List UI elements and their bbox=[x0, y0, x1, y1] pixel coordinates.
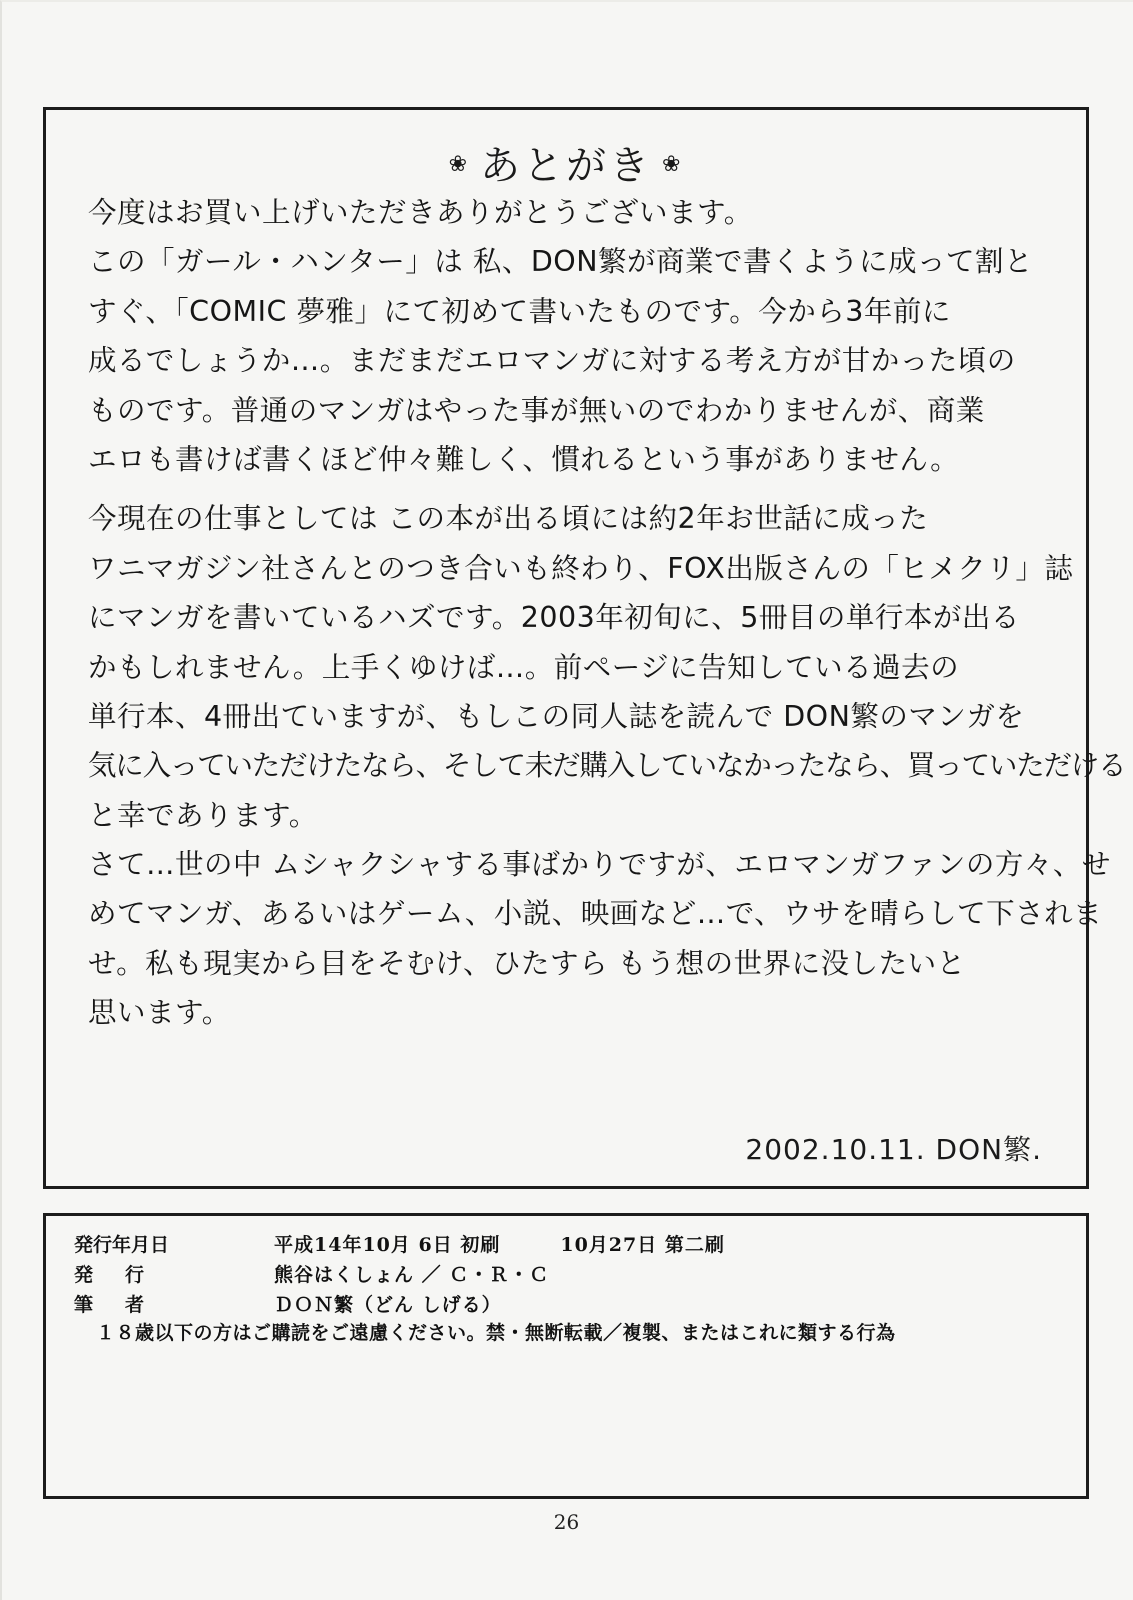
afterword-line: ものです。普通のマンガはやった事が無いのでわかりませんが、商業 bbox=[88, 393, 985, 427]
afterword-line: 成るでしょうか…。まだまだエロマンガに対する考え方が甘かった頃の bbox=[88, 344, 1016, 378]
afterword-line: かもしれません。上手くゆけば…。前ページに告知している過去の bbox=[88, 650, 960, 684]
afterword-title-text: あとがき bbox=[480, 143, 652, 189]
second-print-date: 10月27日 第二刷 bbox=[560, 1234, 725, 1256]
paw-print-icon: ❀ bbox=[662, 151, 684, 177]
afterword-line: 今度はお買い上げいただきありがとうございます。 bbox=[88, 196, 753, 229]
afterword-line: 単行本、4冊出ていますが、もしこの同人誌を読んで DON繁のマンガを bbox=[88, 699, 1025, 733]
afterword-line: せ。私も現実から目をそむけ、ひたすら もう想の世界に没したいと bbox=[88, 946, 966, 980]
colophon-box bbox=[43, 1213, 1089, 1499]
afterword-line: と幸であります。 bbox=[88, 798, 318, 832]
paw-print-icon: ❀ bbox=[448, 151, 470, 177]
colophon-label: 発行 bbox=[74, 1264, 177, 1286]
afterword-line: エロも書けば書くほど仲々難しく、慣れるという事がありません。 bbox=[88, 442, 960, 476]
afterword-body bbox=[88, 188, 1126, 1038]
afterword-line: さて…世の中 ムシャクシャする事ばかりですが、エロマンガファンの方々、せ bbox=[88, 848, 1111, 882]
afterword-line: 今現在の仕事としては この本が出る頃には約2年お世話に成った bbox=[88, 502, 929, 536]
signature-date: 2002.10.11. DON繁. bbox=[745, 1133, 1042, 1166]
afterword-line: めてマンガ、あるいはゲーム、小説、映画など…で、ウサを晴らして下されま bbox=[88, 897, 1103, 931]
afterword-line: すぐ、「COMIC 夢雅」にて初めて書いたものです。今から3年前に bbox=[88, 294, 951, 328]
afterword-box bbox=[43, 107, 1126, 1189]
colophon-value: 熊谷はくしょん ／ Ｃ・Ｒ・Ｃ bbox=[274, 1264, 550, 1286]
afterword-line: にマンガを書いているハズです。2003年初旬に、5冊目の単行本が出る bbox=[88, 601, 1020, 635]
first-print-date: 平成14年10月 6日 初刷 bbox=[274, 1234, 501, 1256]
afterword-title bbox=[46, 134, 1086, 191]
page-number: 26 bbox=[553, 1510, 580, 1534]
colophon-value bbox=[274, 1230, 725, 1257]
afterword-line: ワニマガジン社さんとのつき合いも終わり、FOX出版さんの「ヒメクリ」誌 bbox=[88, 551, 1074, 585]
colophon-value: ＤＯＮ繁（どん しげる） bbox=[274, 1294, 502, 1316]
afterword-line: 思います。 bbox=[88, 996, 231, 1030]
afterword-line: この「ガール・ハンター」は 私、DON繁が商業で書くように成って割と bbox=[88, 245, 1034, 279]
afterword-line: 気に入っていただけたなら、そして未だ購入していなかったなら、買っていただける bbox=[88, 749, 1126, 783]
age-restriction-notice: １８歳以下の方はご購読をご遠慮ください。禁・無断転載／複製、またはこれに類する行為 bbox=[96, 1322, 896, 1344]
colophon-label: 発行年月日 bbox=[74, 1234, 170, 1256]
colophon-label: 筆者 bbox=[74, 1294, 177, 1316]
